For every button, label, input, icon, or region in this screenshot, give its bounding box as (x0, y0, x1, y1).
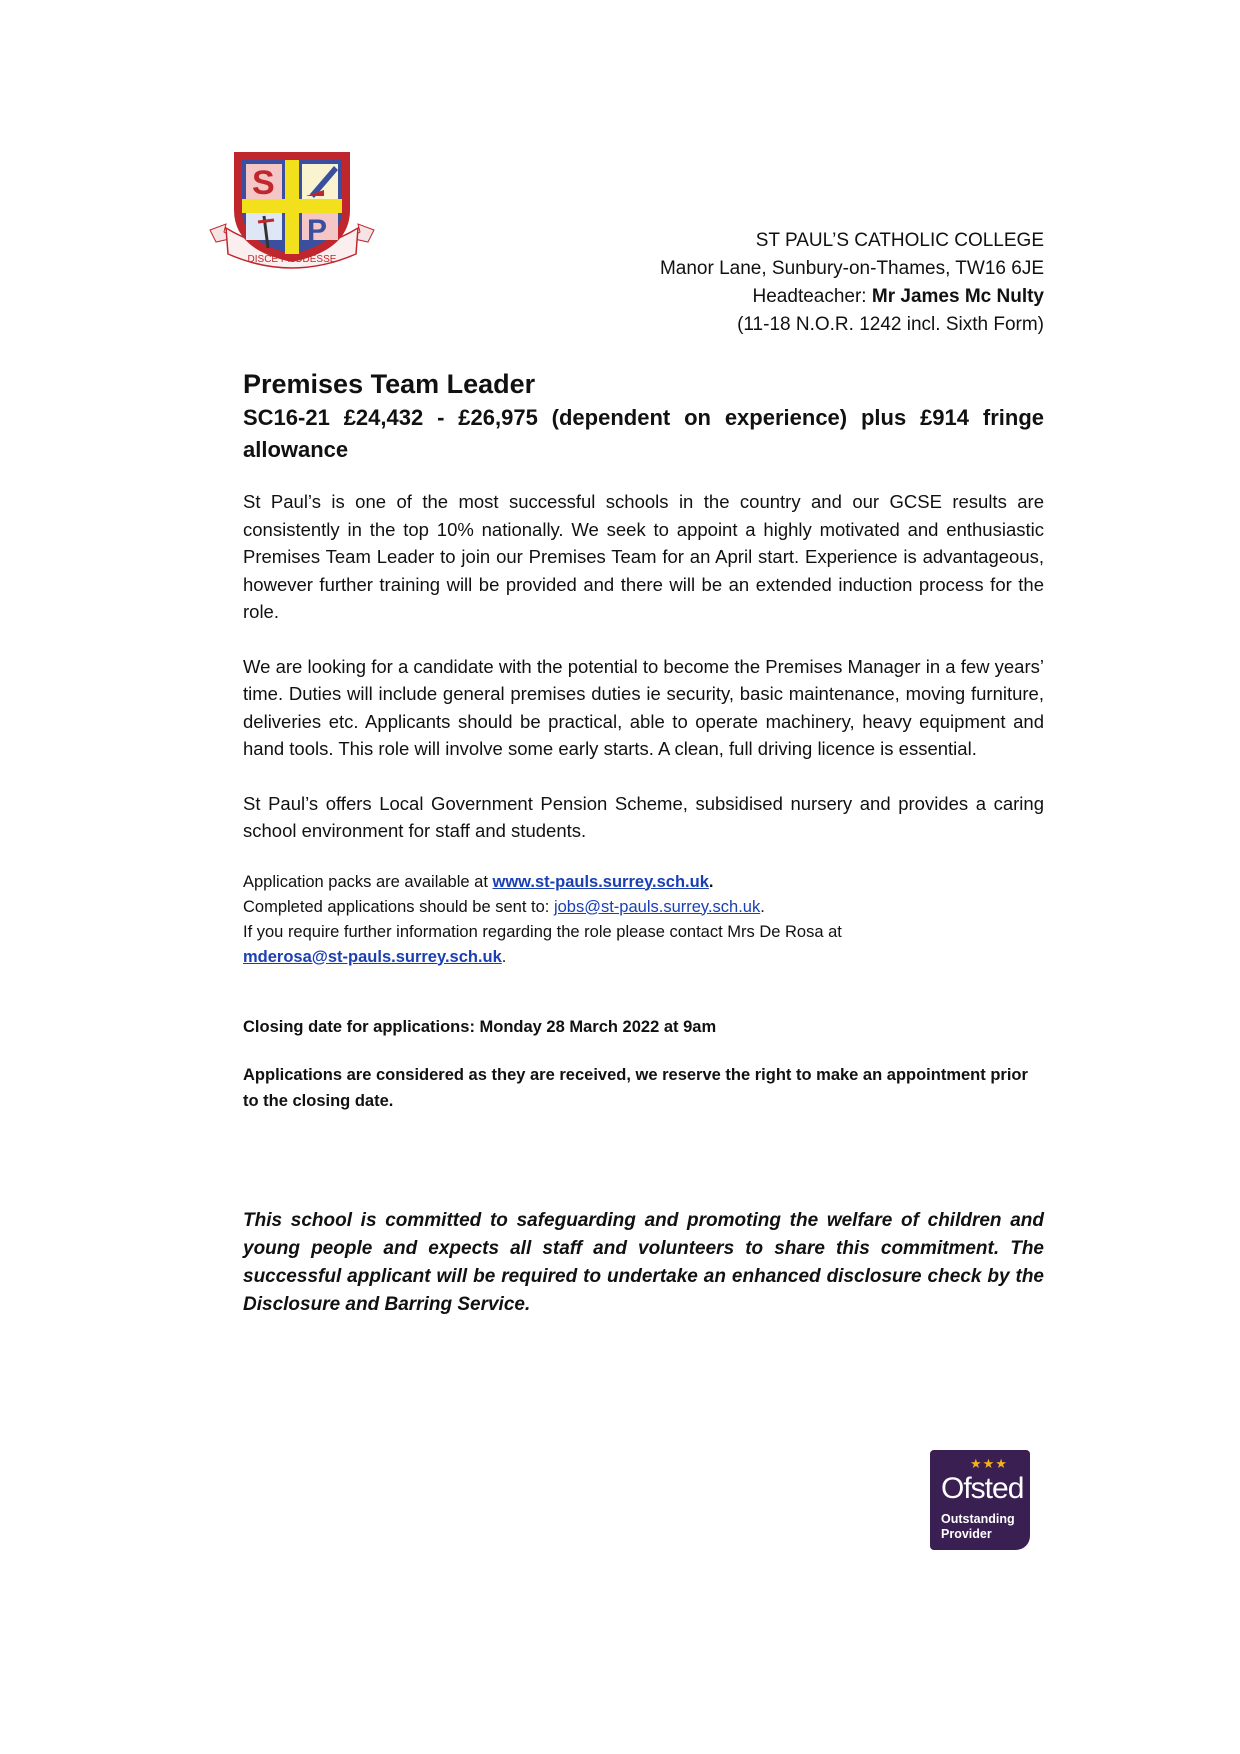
job-title: Premises Team Leader (243, 369, 536, 399)
crest-letter-s: S (252, 164, 275, 202)
ofsted-rating-line1: Outstanding (941, 1512, 1015, 1526)
application-info (243, 870, 1044, 970)
headteacher-line (484, 283, 1044, 311)
safeguarding-statement: This school is committed to safeguarding and promoting the welfare of children and young people and expects all staff and volunteers to share this commitment. The successful applicant will be required to undertake an enhanced disclosure check by the Disclosure and Barring Service. (243, 1209, 1044, 1315)
closing-note: Applications are considered as they are received, we reserve the right to make an appointment prior to the closing date. (243, 1065, 1028, 1110)
contact-email-line (243, 945, 1044, 970)
contact-end: . (501, 947, 507, 966)
packs-text: Application packs are available at (243, 872, 493, 891)
ofsted-badge (930, 1450, 1030, 1550)
send-line (243, 895, 1044, 920)
contact-text: If you require further information regarding the role please contact Mrs De Rosa at (243, 922, 842, 941)
contact-email-link[interactable]: mderosa@st-pauls.surrey.sch.uk (243, 947, 502, 966)
jobs-email-link[interactable]: jobs@st-pauls.surrey.sch.uk (553, 897, 761, 916)
number-on-roll: (11-18 N.O.R. 1242 incl. Sixth Form) (737, 314, 1044, 335)
salary-line: SC16-21 £24,432 - £26,975 (dependent on experience) plus £914 fringe allowance (243, 405, 1044, 462)
school-address-block (484, 227, 1044, 339)
school-address: Manor Lane, Sunbury-on-Thames, TW16 6JE (659, 258, 1044, 279)
packs-end: . (708, 872, 714, 891)
ofsted-stars-icon: ★★★ (970, 1456, 1008, 1471)
ofsted-rating-line2: Provider (941, 1527, 992, 1541)
ofsted-rating (941, 1512, 1015, 1542)
send-text: Completed applications should be sent to: (243, 897, 554, 916)
intro-paragraph: St Paul’s is one of the most successful schools in the country and our GCSE results are consistently in the top 10% nationally. We seek to appoint a highly motivated and enthusiastic Premises Team Leader to join our Premises Team for an April start. Experience is advantageous, however further training will be provided and there will be an extended induction process for the role. (243, 491, 1044, 622)
closing-date: Closing date for applications: Monday 28 March 2022 at 9am (243, 1017, 717, 1036)
website-link[interactable]: www.st-pauls.surrey.sch.uk (492, 872, 709, 891)
crest-motto: DISCE PRODESSE (247, 254, 337, 265)
benefits-paragraph: St Paul’s offers Local Government Pension Scheme, subsidised nursery and provides a caring school environment for staff and students. (243, 792, 1044, 841)
ofsted-brand: Ofsted (941, 1472, 1024, 1505)
duties-paragraph: We are looking for a candidate with the potential to become the Premises Manager in a few years’ time. Duties will include general premises duties ie security, basic maintenance, moving furniture, deliveries etc. Applicants should be practical, able to operate machinery, heavy equipment and hand tools. This role will involve some early starts. A clean, full driving licence is essential. (243, 655, 1044, 759)
crest-letter-p: P (307, 214, 328, 247)
school-name: ST PAUL’S CATHOLIC COLLEGE (755, 230, 1044, 251)
send-end: . (760, 897, 765, 916)
headteacher-name: Mr James Mc Nulty (871, 286, 1044, 307)
job-advert-content (243, 366, 1044, 1319)
school-crest-logo (206, 150, 378, 280)
headteacher-label: Headteacher: (752, 286, 872, 307)
packs-line (243, 870, 1044, 895)
